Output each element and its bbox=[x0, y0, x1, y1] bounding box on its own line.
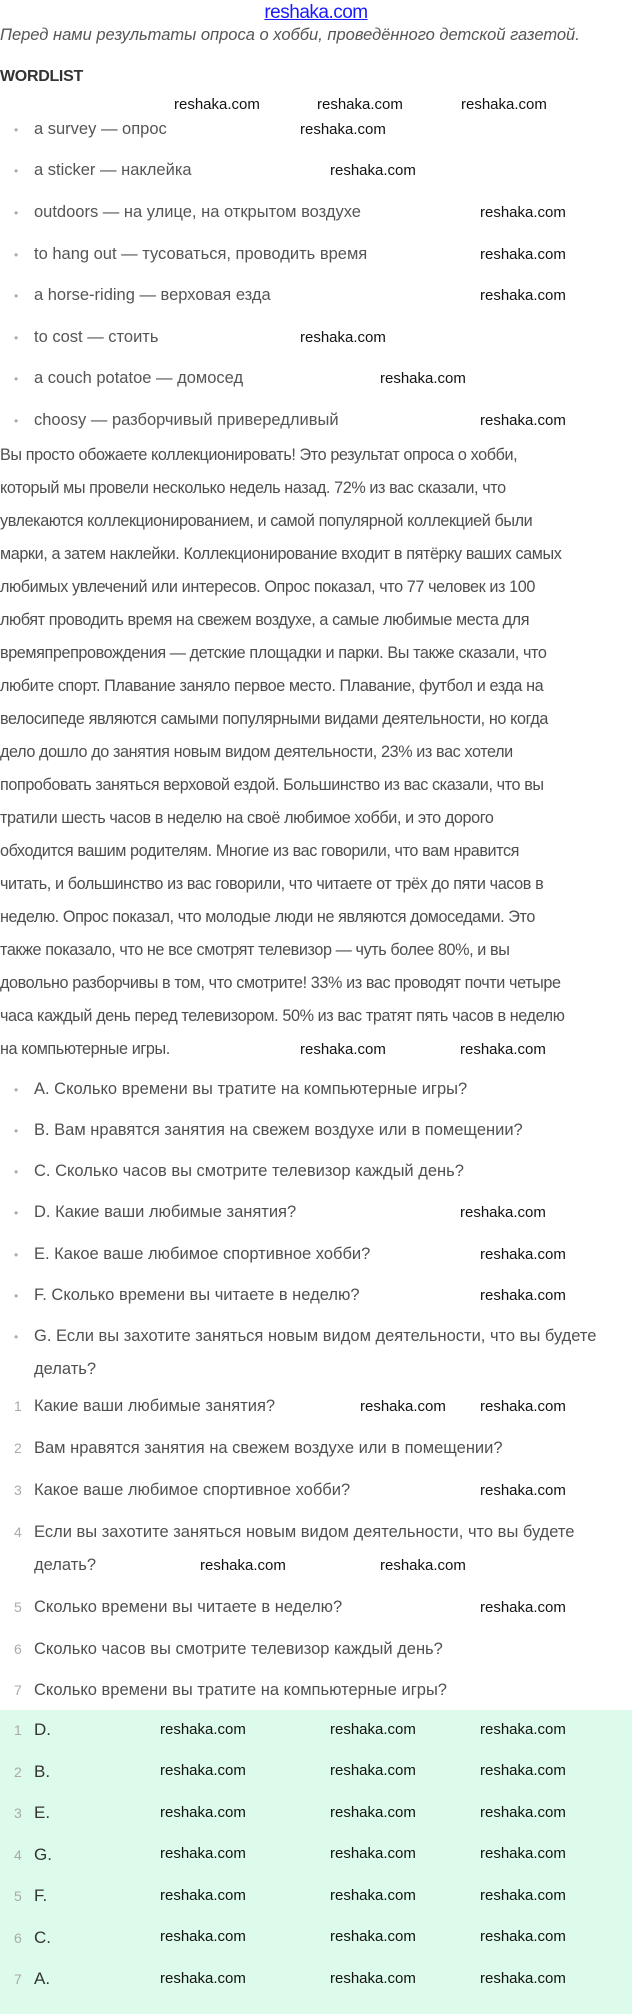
watermark: reshaka.com bbox=[460, 1204, 546, 1221]
watermark: reshaka.com bbox=[380, 1557, 466, 1574]
numbered-question-text: Вам нравятся занятия на свежем воздухе или в помещении? bbox=[34, 1439, 503, 1457]
watermark: reshaka.com bbox=[330, 1804, 416, 1821]
article-line: велосипеде являются самыми популярными видами деятельности, но когда bbox=[0, 710, 549, 728]
answer-letter: G. bbox=[34, 1844, 52, 1864]
bullet-icon: • bbox=[14, 289, 19, 303]
bullet-icon: • bbox=[14, 248, 19, 262]
wordlist-item bbox=[14, 328, 158, 347]
bullet-icon: • bbox=[14, 1248, 19, 1262]
bullet-icon: • bbox=[14, 414, 19, 428]
question-text: E. Какое ваше любимое спортивное хобби? bbox=[34, 1245, 371, 1263]
numbered-question-text: Сколько времени вы читаете в неделю? bbox=[34, 1598, 343, 1616]
watermark: reshaka.com bbox=[300, 121, 386, 138]
watermark: reshaka.com bbox=[330, 1887, 416, 1904]
bullet-icon: • bbox=[14, 1124, 19, 1138]
bullet-icon: • bbox=[14, 1165, 19, 1179]
watermark: reshaka.com bbox=[330, 1845, 416, 1862]
watermark: reshaka.com bbox=[480, 204, 566, 221]
answer-number: 1 bbox=[14, 1722, 22, 1738]
answer-item bbox=[14, 1928, 51, 1948]
watermark: reshaka.com bbox=[330, 162, 416, 179]
bullet-icon: • bbox=[14, 372, 19, 386]
article-line: увлекаются коллекционированием, и самой популярной коллекцией были bbox=[0, 512, 533, 530]
watermark: reshaka.com bbox=[160, 1970, 246, 1987]
answer-number: 5 bbox=[14, 1888, 22, 1904]
watermark: reshaka.com bbox=[480, 1887, 566, 1904]
numbered-question-text: Какое ваше любимое спортивное хобби? bbox=[34, 1481, 351, 1499]
numbered-question-text: Сколько часов вы смотрите телевизор каждый день? bbox=[34, 1640, 443, 1658]
numbered-question bbox=[14, 1397, 275, 1416]
article-line: любимых увлечений или интересов. Опрос показал, что 77 человек из 100 bbox=[0, 578, 535, 596]
numbered-question bbox=[14, 1681, 447, 1700]
wordlist-item-text: a couch potatoe — домосед bbox=[34, 369, 244, 387]
article-line: на компьютерные игры. bbox=[0, 1040, 170, 1058]
question-item bbox=[14, 1121, 523, 1140]
article-line: который мы провели несколько недель назад. 72% из вас сказали, что bbox=[0, 479, 506, 497]
answer-item bbox=[14, 1803, 50, 1823]
bullet-icon: • bbox=[14, 1206, 19, 1220]
watermark: reshaka.com bbox=[160, 1887, 246, 1904]
watermark: reshaka.com bbox=[480, 1721, 566, 1738]
answer-letter: D. bbox=[34, 1720, 51, 1739]
article-line: довольно разборчивы в том, что смотрите! 33% из вас проводят почти четыре bbox=[0, 974, 561, 992]
wordlist-item bbox=[14, 161, 192, 180]
numbered-question bbox=[14, 1439, 503, 1458]
bullet-icon: • bbox=[14, 1289, 19, 1303]
watermark: reshaka.com bbox=[330, 1928, 416, 1945]
wordlist-item-text: outdoors — на улице, на открытом воздухе bbox=[34, 203, 361, 221]
watermark: reshaka.com bbox=[480, 1762, 566, 1779]
item-number: 2 bbox=[14, 1440, 22, 1456]
article-line: попробовать заняться верховой ездой. Большинство из вас сказали, что вы bbox=[0, 776, 544, 794]
item-number: 4 bbox=[14, 1524, 22, 1540]
watermark: reshaka.com bbox=[160, 1928, 246, 1945]
answer-item bbox=[14, 1886, 47, 1906]
watermark: reshaka.com bbox=[174, 96, 260, 113]
answer-item bbox=[14, 1762, 50, 1782]
watermark: reshaka.com bbox=[300, 1041, 386, 1058]
watermark: reshaka.com bbox=[380, 370, 466, 387]
question-text: F. Сколько времени вы читаете в неделю? bbox=[34, 1286, 360, 1304]
answer-letter: E. bbox=[34, 1803, 51, 1822]
intro-text: Перед нами результаты опроса о хобби, проведённого детской газетой. bbox=[0, 26, 580, 44]
article-line: неделю. Опрос показал, что молодые люди не являются домоседами. Это bbox=[0, 908, 535, 926]
numbered-question-text: Какие ваши любимые занятия? bbox=[34, 1397, 276, 1415]
question-text: D. Какие ваши любимые занятия? bbox=[34, 1203, 297, 1221]
numbered-question bbox=[14, 1556, 96, 1575]
article-line: тратили шесть часов в неделю на своё любимое хобби, и это дорого bbox=[0, 809, 494, 827]
article-line: времяпрепровождения — детские площадки и парки. Вы также сказали, что bbox=[0, 644, 547, 662]
question-item bbox=[14, 1203, 296, 1222]
wordlist-item bbox=[14, 286, 271, 305]
answers-box bbox=[0, 1710, 632, 2014]
wordlist-item bbox=[14, 120, 167, 139]
watermark: reshaka.com bbox=[330, 1721, 416, 1738]
wordlist-heading: WORDLIST bbox=[0, 68, 83, 85]
watermark: reshaka.com bbox=[160, 1762, 246, 1779]
answer-letter: B. bbox=[34, 1761, 51, 1781]
answer-letter: A. bbox=[34, 1969, 51, 1988]
wordlist-item-text: to hang out — тусоваться, проводить время bbox=[34, 245, 368, 263]
answer-item bbox=[14, 1720, 51, 1740]
article-line: любите спорт. Плавание заняло первое место. Плавание, футбол и езда на bbox=[0, 677, 544, 695]
wordlist-item bbox=[14, 245, 367, 264]
answer-number: 3 bbox=[14, 1805, 22, 1821]
question-item-continued bbox=[14, 1360, 96, 1379]
watermark: reshaka.com bbox=[480, 1928, 566, 1945]
numbered-question-text: Если вы захотите заняться новым видом деятельности, что вы будете bbox=[34, 1523, 575, 1541]
watermark: reshaka.com bbox=[330, 1762, 416, 1779]
answer-number: 4 bbox=[14, 1846, 22, 1863]
watermark: reshaka.com bbox=[461, 96, 547, 113]
article-line: любят проводить время на свежем воздухе, а самые любимые места для bbox=[0, 611, 530, 629]
watermark: reshaka.com bbox=[300, 329, 386, 346]
question-text: B. Вам нравятся занятия на свежем воздухе или в помещении? bbox=[34, 1121, 523, 1139]
question-text: делать? bbox=[34, 1360, 97, 1378]
item-number: 7 bbox=[14, 1682, 22, 1698]
watermark: reshaka.com bbox=[480, 1845, 566, 1862]
wordlist-item-text: choosy — разборчивый привередливый bbox=[34, 411, 339, 429]
watermark: reshaka.com bbox=[480, 1804, 566, 1821]
wordlist-item-text: a horse-riding — верховая езда bbox=[34, 286, 271, 304]
wordlist-item bbox=[14, 411, 339, 430]
numbered-question bbox=[14, 1640, 443, 1659]
bullet-icon: • bbox=[14, 206, 19, 220]
question-item bbox=[14, 1286, 360, 1305]
item-number: 6 bbox=[14, 1641, 22, 1657]
answer-letter: C. bbox=[34, 1927, 51, 1947]
bullet-icon: • bbox=[14, 1330, 19, 1344]
article-line: Вы просто обожаете коллекционировать! Это результат опроса о хобби, bbox=[0, 446, 518, 464]
watermark: reshaka.com bbox=[480, 287, 566, 304]
numbered-question bbox=[14, 1481, 350, 1500]
article-line: также показало, что не все смотрят телевизор — чуть более 80%, и вы bbox=[0, 941, 510, 959]
watermark: reshaka.com bbox=[460, 1041, 546, 1058]
bullet-icon: • bbox=[14, 123, 19, 137]
article-line: марки, а затем наклейки. Коллекционирование входит в пятёрку ваших самых bbox=[0, 545, 562, 563]
numbered-question bbox=[14, 1523, 574, 1542]
watermark: reshaka.com bbox=[200, 1557, 286, 1574]
wordlist-item bbox=[14, 369, 243, 388]
watermark: reshaka.com bbox=[360, 1398, 446, 1415]
wordlist-item-text: to cost — стоить bbox=[34, 328, 159, 346]
watermark: reshaka.com bbox=[160, 1845, 246, 1862]
watermark: reshaka.com bbox=[480, 1246, 566, 1263]
answer-letter: F. bbox=[34, 1886, 48, 1905]
article-line: дело дошло до занятия новым видом деятельности, 23% из вас хотели bbox=[0, 743, 513, 761]
answer-number: 2 bbox=[14, 1763, 22, 1780]
question-text: A. Сколько времени вы тратите на компьютерные игры? bbox=[34, 1080, 468, 1098]
question-item bbox=[14, 1162, 464, 1181]
answer-item bbox=[14, 1845, 52, 1865]
watermark: reshaka.com bbox=[480, 412, 566, 429]
site-link[interactable]: reshaka.com bbox=[264, 2, 368, 23]
item-number: 5 bbox=[14, 1599, 22, 1615]
answer-number: 6 bbox=[14, 1929, 22, 1946]
question-item bbox=[14, 1327, 596, 1346]
article-line: обходится вашим родителям. Многие из вас говорили, что вам нравится bbox=[0, 842, 520, 860]
wordlist-item bbox=[14, 203, 361, 222]
watermark: reshaka.com bbox=[480, 1398, 566, 1415]
watermark: reshaka.com bbox=[480, 246, 566, 263]
item-number: 3 bbox=[14, 1482, 22, 1498]
watermark: reshaka.com bbox=[160, 1721, 246, 1738]
wordlist-item-text: a sticker — наклейка bbox=[34, 161, 192, 179]
bullet-icon: • bbox=[14, 331, 19, 345]
watermark: reshaka.com bbox=[480, 1482, 566, 1499]
question-item bbox=[14, 1080, 467, 1099]
watermark: reshaka.com bbox=[160, 1804, 246, 1821]
numbered-question-text: Сколько времени вы тратите на компьютерные игры? bbox=[34, 1681, 447, 1699]
article-line: читать, и большинство из вас говорили, что читаете от трёх до пяти часов в bbox=[0, 875, 544, 893]
article-line: часа каждый день перед телевизором. 50% из вас тратят пять часов в неделю bbox=[0, 1007, 565, 1025]
watermark: reshaka.com bbox=[480, 1970, 566, 1987]
question-text: C. Сколько часов вы смотрите телевизор каждый день? bbox=[34, 1162, 464, 1180]
watermark: reshaka.com bbox=[480, 1287, 566, 1304]
question-item bbox=[14, 1245, 370, 1264]
answer-number: 7 bbox=[14, 1971, 22, 1987]
bullet-icon: • bbox=[14, 1083, 19, 1097]
watermark: reshaka.com bbox=[317, 96, 403, 113]
numbered-question-text: делать? bbox=[34, 1556, 97, 1574]
bullet-icon: • bbox=[14, 164, 19, 178]
question-text: G. Если вы захотите заняться новым видом деятельности, что вы будете bbox=[34, 1327, 597, 1345]
watermark: reshaka.com bbox=[480, 1599, 566, 1616]
numbered-question bbox=[14, 1598, 342, 1617]
item-number: 1 bbox=[14, 1398, 22, 1414]
watermark: reshaka.com bbox=[330, 1970, 416, 1987]
wordlist-item-text: a survey — опрос bbox=[34, 120, 167, 138]
answer-item bbox=[14, 1969, 50, 1989]
